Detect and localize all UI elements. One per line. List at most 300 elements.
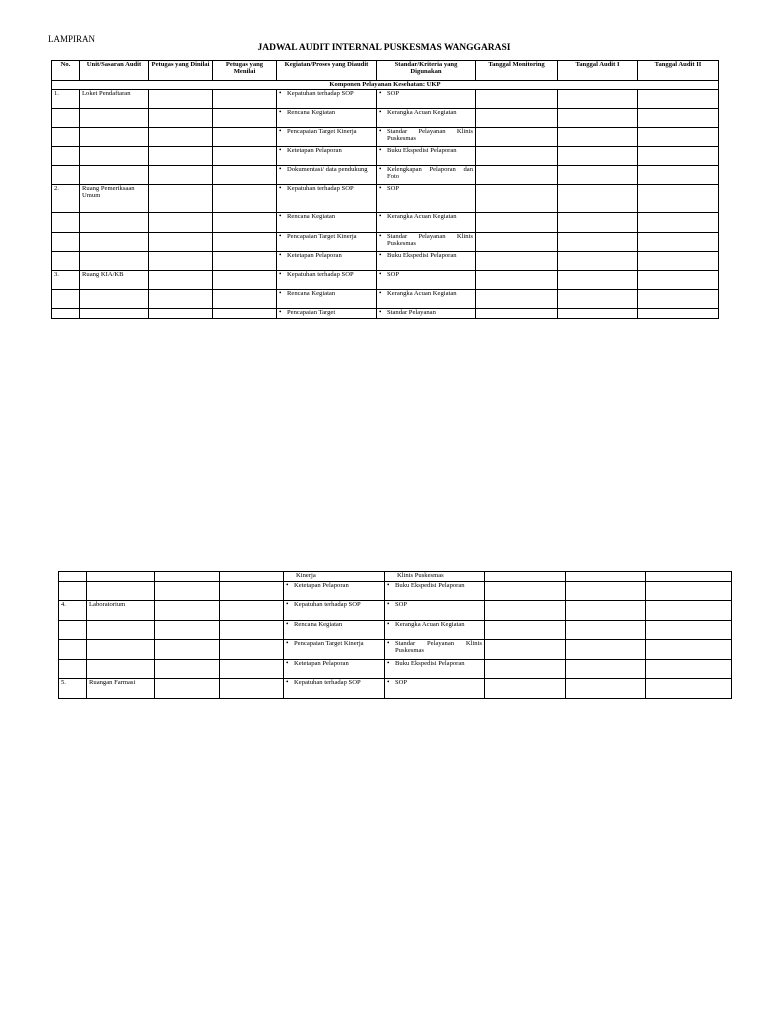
petugas-dinilai-cell — [149, 109, 213, 128]
tanggal-monitoring-cell — [476, 90, 558, 109]
table-row — [52, 271, 719, 290]
tanggal-monitoring-cell — [485, 679, 566, 699]
bullet-text: Rencana Kegiatan — [294, 621, 343, 628]
bullet-text: Standar Pelayanan — [387, 309, 436, 316]
no-cell — [59, 640, 87, 660]
no-cell — [52, 147, 80, 166]
tanggal-audit-2-cell — [638, 271, 719, 290]
tanggal-audit-2-cell — [638, 90, 719, 109]
tanggal-audit-1-cell — [566, 679, 646, 699]
bullet-text: Kepatuhan terhadap SOP — [294, 679, 361, 686]
unit-cell: Ruang KIA/KB — [80, 271, 149, 290]
cell — [377, 252, 476, 271]
tanggal-monitoring-cell — [485, 660, 566, 679]
bullet-text: SOP — [387, 90, 400, 97]
cell — [277, 290, 377, 309]
cell — [377, 166, 476, 185]
unit-cell — [80, 109, 149, 128]
bullet-dot: • — [379, 127, 382, 135]
unit-cell — [80, 147, 149, 166]
petugas-menilai-cell — [220, 621, 284, 640]
table-row — [59, 572, 732, 582]
cell — [277, 109, 377, 128]
petugas-dinilai-cell — [155, 582, 220, 601]
cell — [284, 660, 385, 679]
tanggal-monitoring-cell — [476, 185, 558, 213]
bullet-text: Kepatuhan terhadap SOP — [294, 601, 361, 608]
column-header: No. — [52, 61, 80, 81]
table-row — [52, 185, 719, 213]
petugas-menilai-cell — [213, 271, 277, 290]
no-cell — [52, 233, 80, 252]
bullet-text: Standar Pelayanan Klinis Puskesmas — [395, 640, 482, 655]
bullet-text: Rencana Kegiatan — [287, 213, 336, 220]
bullet-dot: • — [379, 212, 382, 220]
cell — [277, 128, 377, 147]
tanggal-audit-1-cell — [558, 233, 638, 252]
table-row — [52, 128, 719, 147]
unit-cell — [87, 621, 155, 640]
bullet-dot: • — [387, 581, 390, 589]
column-header: Kegiatan/Proses yang Diaudit — [277, 61, 377, 81]
bullet-dot: • — [279, 165, 282, 173]
unit-cell — [87, 582, 155, 601]
unit-cell — [87, 640, 155, 660]
tanggal-monitoring-cell — [476, 309, 558, 319]
tanggal-monitoring-cell — [476, 271, 558, 290]
bullet-text: SOP — [387, 185, 400, 192]
petugas-menilai-cell — [213, 290, 277, 309]
unit-cell: Laboratorium — [87, 601, 155, 621]
petugas-dinilai-cell — [155, 640, 220, 660]
tanggal-audit-2-cell — [638, 166, 719, 185]
petugas-menilai-cell — [213, 309, 277, 319]
cell — [377, 271, 476, 290]
tanggal-audit-1-cell — [566, 621, 646, 640]
petugas-dinilai-cell — [155, 679, 220, 699]
bullet-dot: • — [387, 600, 390, 608]
tanggal-audit-2-cell — [638, 185, 719, 213]
table-row — [52, 109, 719, 128]
no-cell: 1. — [52, 90, 80, 109]
bullet-dot: • — [379, 89, 382, 97]
audit-schedule-table — [51, 60, 719, 319]
document-title: JADWAL AUDIT INTERNAL PUSKESMAS WANGGARASI — [257, 43, 511, 53]
bullet-dot: • — [379, 146, 382, 154]
bullet-text: Standar Pelayanan Klinis Puskesmas — [387, 233, 473, 248]
lampiran-label: LAMPIRAN — [48, 34, 96, 44]
cell — [385, 582, 485, 601]
column-header: Tanggal Audit II — [638, 61, 719, 81]
bullet-item — [279, 109, 374, 116]
petugas-dinilai-cell — [149, 185, 213, 213]
cell — [377, 185, 476, 213]
no-cell — [52, 128, 80, 147]
cell — [277, 252, 377, 271]
bullet-item — [279, 290, 374, 297]
petugas-dinilai-cell — [155, 601, 220, 621]
petugas-dinilai-cell — [149, 90, 213, 109]
bullet-text: SOP — [387, 271, 400, 278]
no-cell — [59, 660, 87, 679]
bullet-dot: • — [387, 639, 390, 647]
table-row — [59, 582, 732, 601]
petugas-menilai-cell — [220, 679, 284, 699]
bullet-dot: • — [379, 251, 382, 259]
bullet-dot: • — [279, 251, 282, 259]
table-row — [59, 660, 732, 679]
bullet-item — [379, 233, 473, 248]
petugas-menilai-cell — [213, 109, 277, 128]
bullet-item — [286, 660, 382, 667]
tanggal-audit-1-cell — [558, 147, 638, 166]
bullet-dot: • — [279, 127, 282, 135]
tanggal-audit-2-cell — [638, 290, 719, 309]
no-cell: 2. — [52, 185, 80, 213]
unit-cell — [80, 213, 149, 233]
bullet-text: Kelengkapan Pelaporan dan Foto — [387, 166, 473, 181]
petugas-menilai-cell — [220, 640, 284, 660]
tanggal-audit-1-cell — [566, 582, 646, 601]
tanggal-monitoring-cell — [476, 233, 558, 252]
bullet-dot: • — [379, 184, 382, 192]
petugas-menilai-cell — [213, 185, 277, 213]
table-row — [52, 90, 719, 109]
tanggal-audit-1-cell — [558, 271, 638, 290]
table-row — [59, 601, 732, 621]
bullet-text: Ketetapan Pelaporan — [287, 252, 342, 259]
bullet-text: Pencapaian Target Kinerja — [294, 640, 364, 647]
cell — [377, 128, 476, 147]
no-cell — [52, 109, 80, 128]
table-row — [52, 213, 719, 233]
no-cell — [52, 252, 80, 271]
cell — [377, 309, 476, 319]
petugas-dinilai-cell — [149, 213, 213, 233]
bullet-item — [279, 90, 374, 97]
bullet-dot: • — [387, 678, 390, 686]
bullet-text: Ketetapan Pelaporan — [294, 660, 349, 667]
tanggal-audit-2-cell — [646, 582, 732, 601]
no-cell: 4. — [59, 601, 87, 621]
bullet-dot: • — [279, 108, 282, 116]
bullet-dot: • — [286, 581, 289, 589]
petugas-dinilai-cell — [149, 252, 213, 271]
bullet-text: SOP — [395, 601, 408, 608]
tanggal-monitoring-cell — [485, 640, 566, 660]
unit-cell — [80, 166, 149, 185]
column-header: Tanggal Audit I — [558, 61, 638, 81]
audit-schedule-table-continued — [58, 571, 732, 699]
bullet-item — [279, 233, 374, 240]
bullet-item — [379, 128, 473, 143]
bullet-item — [286, 679, 382, 686]
tanggal-audit-1-cell — [558, 90, 638, 109]
column-header: Tanggal Monitoring — [476, 61, 558, 81]
bullet-text: Ketetapan Pelaporan — [287, 147, 342, 154]
no-cell — [59, 582, 87, 601]
tanggal-audit-1-cell — [558, 109, 638, 128]
bullet-text: Pencapaian Target Kinerja — [287, 233, 357, 240]
tanggal-audit-2-cell — [638, 147, 719, 166]
bullet-item — [379, 252, 473, 259]
petugas-menilai-cell — [213, 128, 277, 147]
unit-cell — [80, 233, 149, 252]
column-header: Unit/Sasaran Audit — [80, 61, 149, 81]
bullet-item — [379, 213, 473, 220]
bullet-dot: • — [279, 89, 282, 97]
bullet-item — [379, 109, 473, 116]
bullet-item — [286, 582, 382, 589]
tanggal-audit-1-cell — [558, 185, 638, 213]
bullet-text: Buku Ekspedisi Pelaporan — [395, 582, 465, 589]
cell — [385, 660, 485, 679]
bullet-item — [379, 147, 473, 154]
bullet-item — [279, 309, 374, 316]
unit-cell: Loket Pendaftaran — [80, 90, 149, 109]
bullet-text: Pencapaian Target Kinerja — [287, 128, 357, 135]
tanggal-audit-2-cell — [646, 679, 732, 699]
table-row — [52, 252, 719, 271]
bullet-text: Kerangka Acuan Kegiatan — [395, 621, 465, 628]
table-row — [59, 621, 732, 640]
bullet-text: Kerangka Acuan Kegiatan — [387, 213, 457, 220]
bullet-dot: • — [379, 108, 382, 116]
tanggal-audit-1-cell — [558, 290, 638, 309]
tanggal-audit-2-cell — [638, 252, 719, 271]
unit-cell — [80, 128, 149, 147]
tanggal-audit-1-cell — [558, 166, 638, 185]
petugas-menilai-cell — [213, 252, 277, 271]
unit-cell — [80, 252, 149, 271]
cell — [277, 185, 377, 213]
bullet-item — [279, 213, 374, 220]
bullet-text: Buku Ekspedisi Pelaporan — [395, 660, 465, 667]
table-row — [52, 233, 719, 252]
petugas-menilai-cell — [213, 213, 277, 233]
tanggal-audit-2-cell — [638, 109, 719, 128]
bullet-dot: • — [387, 620, 390, 628]
bullet-text: Kepatuhan terhadap SOP — [287, 185, 354, 192]
bullet-text: Pencapaian Target — [287, 309, 336, 316]
bullet-item — [286, 640, 382, 647]
no-cell — [52, 166, 80, 185]
petugas-menilai-cell — [213, 166, 277, 185]
bullet-item — [286, 601, 382, 608]
bullet-text: Kerangka Acuan Kegiatan — [387, 109, 457, 116]
bullet-dot: • — [286, 678, 289, 686]
bullet-dot: • — [379, 308, 382, 316]
bullet-dot: • — [279, 184, 282, 192]
tanggal-audit-1-cell — [566, 572, 646, 582]
standar-cell: Klinis Puskesmas — [385, 572, 485, 582]
tanggal-monitoring-cell — [476, 128, 558, 147]
no-cell — [52, 213, 80, 233]
bullet-item — [387, 679, 482, 686]
petugas-dinilai-cell — [149, 271, 213, 290]
unit-cell — [87, 660, 155, 679]
bullet-text: Ketetapan Pelaporan — [294, 582, 349, 589]
no-cell — [59, 572, 87, 582]
bullet-dot: • — [286, 620, 289, 628]
bullet-item — [379, 185, 473, 192]
bullet-dot: • — [279, 289, 282, 297]
unit-cell — [87, 572, 155, 582]
cell — [277, 90, 377, 109]
tanggal-monitoring-cell — [476, 147, 558, 166]
cell — [277, 271, 377, 290]
cell — [377, 233, 476, 252]
cell — [385, 621, 485, 640]
bullet-item — [379, 271, 473, 278]
petugas-dinilai-cell — [149, 233, 213, 252]
tanggal-monitoring-cell — [485, 601, 566, 621]
bullet-dot: • — [279, 146, 282, 154]
tanggal-audit-2-cell — [646, 601, 732, 621]
bullet-dot: • — [387, 659, 390, 667]
unit-cell: Ruang Pemeriksaan Umum — [80, 185, 149, 213]
no-cell — [59, 621, 87, 640]
cell — [385, 640, 485, 660]
bullet-text: Kepatuhan terhadap SOP — [287, 271, 354, 278]
petugas-dinilai-cell — [149, 147, 213, 166]
column-header: Standar/Kriteria yang Digunakan — [377, 61, 476, 81]
table-row — [52, 290, 719, 309]
cell — [284, 601, 385, 621]
table-row — [59, 679, 732, 699]
bullet-item — [379, 90, 473, 97]
bullet-text: Rencana Kegiatan — [287, 290, 336, 297]
tanggal-audit-1-cell — [558, 309, 638, 319]
tanggal-audit-2-cell — [646, 660, 732, 679]
bullet-dot: • — [286, 600, 289, 608]
tanggal-audit-1-cell — [558, 252, 638, 271]
section-label: Komponen Pelayanan Kesehatan: UKP — [52, 81, 719, 90]
bullet-dot: • — [379, 165, 382, 173]
tanggal-audit-2-cell — [638, 213, 719, 233]
bullet-item — [279, 252, 374, 259]
cell — [377, 147, 476, 166]
petugas-menilai-cell — [213, 233, 277, 252]
cell — [377, 90, 476, 109]
bullet-dot: • — [286, 659, 289, 667]
cell — [385, 679, 485, 699]
bullet-item — [279, 147, 374, 154]
petugas-dinilai-cell — [149, 290, 213, 309]
tanggal-monitoring-cell — [476, 166, 558, 185]
bullet-item — [387, 582, 482, 589]
cell — [284, 582, 385, 601]
bullet-text: Standar Pelayanan Klinis Puskesmas — [387, 128, 473, 143]
bullet-text: Buku Ekspedisi Pelaporan — [387, 252, 457, 259]
bullet-dot: • — [279, 232, 282, 240]
unit-cell — [80, 309, 149, 319]
bullet-item — [387, 621, 482, 628]
bullet-item — [279, 166, 374, 173]
bullet-item — [379, 166, 473, 181]
bullet-item — [387, 640, 482, 655]
unit-cell: Ruangan Farmasi — [87, 679, 155, 699]
tanggal-audit-1-cell — [558, 213, 638, 233]
bullet-dot: • — [286, 639, 289, 647]
bullet-dot: • — [279, 270, 282, 278]
bullet-item — [387, 601, 482, 608]
tanggal-monitoring-cell — [485, 621, 566, 640]
petugas-menilai-cell — [220, 572, 284, 582]
petugas-menilai-cell — [213, 90, 277, 109]
no-cell: 5. — [59, 679, 87, 699]
no-cell: 3. — [52, 271, 80, 290]
bullet-item — [286, 621, 382, 628]
bullet-text: Dokumentasi/ data pendukung — [287, 166, 368, 173]
petugas-menilai-cell — [220, 660, 284, 679]
bullet-item — [387, 660, 482, 667]
petugas-dinilai-cell — [155, 660, 220, 679]
tanggal-monitoring-cell — [485, 572, 566, 582]
petugas-dinilai-cell — [155, 572, 220, 582]
kegiatan-cell: Kinerja — [284, 572, 385, 582]
cell — [277, 213, 377, 233]
petugas-menilai-cell — [220, 601, 284, 621]
tanggal-audit-1-cell — [558, 128, 638, 147]
bullet-text: SOP — [395, 679, 408, 686]
bullet-item — [379, 290, 473, 297]
table-row — [52, 166, 719, 185]
tanggal-audit-2-cell — [638, 233, 719, 252]
bullet-dot: • — [279, 308, 282, 316]
cell — [377, 213, 476, 233]
cell — [377, 290, 476, 309]
petugas-menilai-cell — [213, 147, 277, 166]
bullet-item — [279, 185, 374, 192]
cell — [377, 109, 476, 128]
bullet-text: Rencana Kegiatan — [287, 109, 336, 116]
bullet-dot: • — [279, 212, 282, 220]
tanggal-audit-1-cell — [566, 660, 646, 679]
bullet-dot: • — [379, 232, 382, 240]
bullet-dot: • — [379, 270, 382, 278]
cell — [284, 640, 385, 660]
tanggal-audit-2-cell — [646, 572, 732, 582]
tanggal-audit-2-cell — [646, 640, 732, 660]
table-header-row — [52, 61, 719, 81]
cell — [385, 601, 485, 621]
tanggal-monitoring-cell — [476, 109, 558, 128]
cell — [277, 166, 377, 185]
bullet-item — [379, 309, 473, 316]
petugas-dinilai-cell — [149, 166, 213, 185]
tanggal-audit-1-cell — [566, 640, 646, 660]
petugas-dinilai-cell — [155, 621, 220, 640]
no-cell — [52, 309, 80, 319]
section-row — [52, 81, 719, 90]
tanggal-audit-2-cell — [638, 309, 719, 319]
petugas-dinilai-cell — [149, 309, 213, 319]
no-cell — [52, 290, 80, 309]
bullet-item — [279, 128, 374, 135]
table-row — [59, 640, 732, 660]
tanggal-audit-2-cell — [646, 621, 732, 640]
bullet-item — [279, 271, 374, 278]
cell — [284, 621, 385, 640]
tanggal-monitoring-cell — [476, 290, 558, 309]
unit-cell — [80, 290, 149, 309]
petugas-dinilai-cell — [149, 128, 213, 147]
bullet-text: Kerangka Acuan Kegiatan — [387, 290, 457, 297]
column-header: Petugas yang Menilai — [213, 61, 277, 81]
table-row — [52, 309, 719, 319]
tanggal-monitoring-cell — [476, 213, 558, 233]
